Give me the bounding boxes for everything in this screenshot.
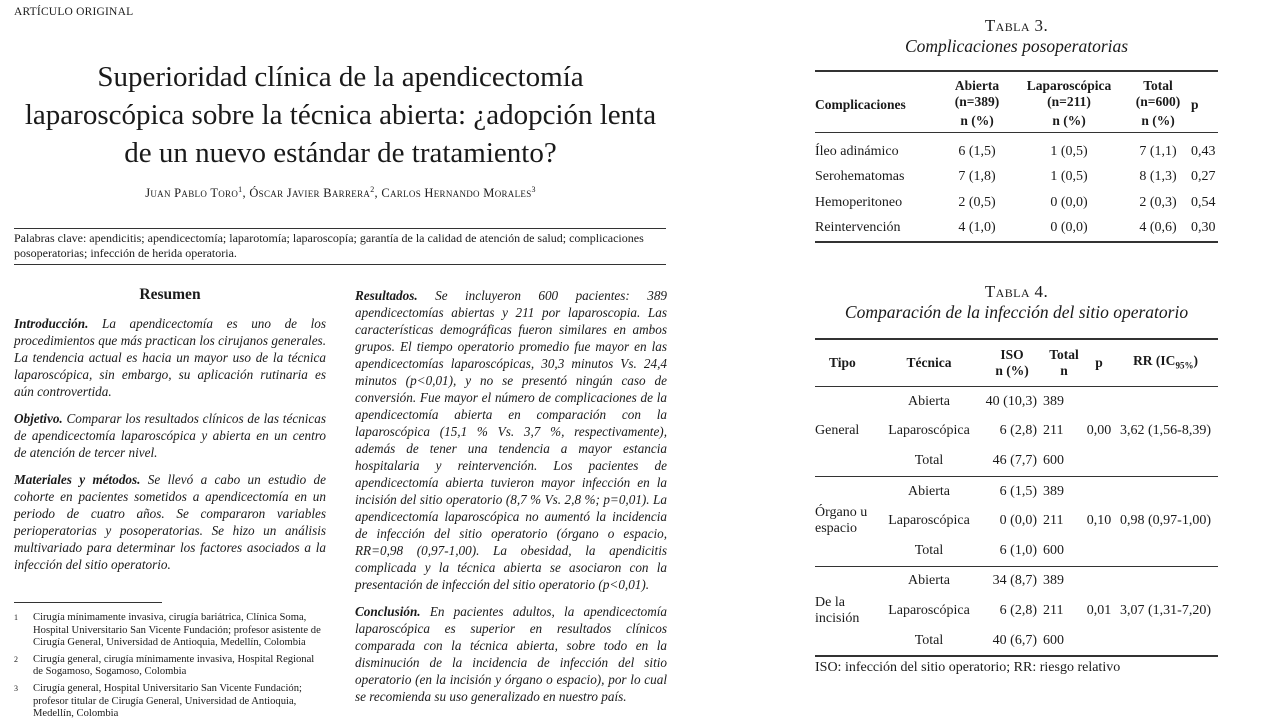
table4-cell: 211	[1043, 423, 1064, 439]
table4-tipo-cell: De la incisión	[815, 594, 860, 626]
table3-cell: 2 (0,5)	[958, 194, 996, 210]
table4-cell: 600	[1043, 542, 1064, 558]
author-name: Juan Pablo Toro	[145, 186, 239, 201]
table4-header-p: p	[1095, 355, 1103, 370]
footnote-text: Cirugía mínimamente invasiva, cirugía bariátrica, Clínica Soma, Hospital Universitario San Vicente Fundación; profesor asistente de Cirugía General, Universidad de Antioquia, Medellín, Colombia	[33, 612, 321, 649]
table4-header-total: Total n	[1049, 347, 1079, 378]
table3-cell: Íleo adinámico	[815, 143, 899, 159]
abstract-metodos: Materiales y métodos. Se llevó a cabo un estudio de cohorte en pacientes sometidos a apendicectomía en un periodo de cuatro años. Se compararon variables perioperatorias y posoperatorias. Se hizo un análisis multivariado para determinar los factores asociados a la infección del sitio operatorio.	[14, 472, 326, 572]
table3-unit-laparoscopica: n (%)	[1052, 113, 1086, 128]
table4-cell: Abierta	[908, 573, 950, 589]
table4-row	[815, 566, 1218, 596]
table4-p-cell: 0,01	[1086, 602, 1112, 618]
table4-header-tecnica: Técnica	[906, 355, 952, 370]
footnote	[14, 683, 326, 721]
footnote-rule	[14, 602, 162, 603]
table4-header-iso: ISO n (%)	[995, 347, 1029, 378]
table3-header-complicaciones: Complicaciones	[815, 97, 906, 112]
table4-cell: 6 (1,5)	[999, 483, 1037, 499]
table3-cell: 7 (1,1)	[1139, 143, 1177, 159]
table4-cell: 389	[1043, 573, 1064, 589]
table4-cell: 40 (10,3)	[985, 393, 1037, 409]
table4-cell: 6 (2,8)	[999, 423, 1037, 439]
table4-rr-cell: 3,07 (1,31-7,20)	[1120, 602, 1211, 618]
table4-cell: 0 (0,0)	[999, 513, 1037, 529]
footnote-number: 1	[14, 613, 18, 622]
table4-rr-cell: 3,62 (1,56-8,39)	[1120, 423, 1211, 439]
table3-cell: 0,54	[1191, 194, 1216, 210]
table4-cell: 211	[1043, 513, 1064, 529]
keywords-top-rule	[14, 228, 666, 229]
abstract-conclusion: Conclusión. En pacientes adultos, la apendicectomía laparoscópica es superior en resultados clínicos comparada con la técnica abierta, sobre todo en la disminución de la incidencia de infección del sitio operatorio (en la incisión y órgano o espacio), por lo cual se recomienda su uso generalizado en nuestro país.	[355, 604, 667, 704]
table3-header-total: Total (n=600)	[1135, 78, 1181, 109]
table3-name: Complicaciones posoperatorias	[904, 36, 1129, 56]
table3-cell: 6 (1,5)	[958, 143, 996, 159]
table3-header-p: p	[1191, 97, 1199, 112]
table4-cell: 46 (7,7)	[992, 452, 1037, 468]
table4-cell: 600	[1043, 632, 1064, 648]
keywords-bottom-rule	[14, 264, 666, 265]
table4-cell: Laparoscópica	[888, 602, 970, 618]
table4-cell: 600	[1043, 452, 1064, 468]
table4-tipo-cell: Órgano u espacio	[815, 505, 868, 537]
table3-cell: 0 (0,0)	[1050, 194, 1088, 210]
author-affiliation-mark: 1	[238, 185, 243, 194]
table4-cell: Abierta	[908, 393, 950, 409]
article-title: Superioridad clínica de la apendicectomía laparoscópica sobre la técnica abierta: ¿adopción lenta de un nuevo estándar de tratamiento?	[24, 61, 657, 169]
table3-cell: Hemoperitoneo	[815, 194, 903, 210]
abstract-left-column	[14, 315, 326, 583]
table4-cell: Laparoscópica	[888, 423, 970, 439]
footnote-text: Cirugía general, Hospital Universitario San Vicente Fundación; profesor titular de Cirugía General, Universidad de Antioquia, Medellín, Colombia	[33, 682, 302, 720]
abstract-right-column	[355, 287, 667, 715]
table4	[815, 338, 1218, 657]
table3-cell: 0 (0,0)	[1050, 220, 1088, 236]
table3-cell: 7 (1,8)	[958, 169, 996, 185]
table4-cell: 34 (8,7)	[992, 573, 1037, 589]
footnote-number: 3	[14, 683, 18, 693]
table3-unit-abierta: n (%)	[960, 113, 994, 128]
table4-p-cell: 0,00	[1086, 423, 1112, 439]
table3-row	[815, 216, 1218, 243]
table4-row	[815, 476, 1218, 506]
table3-cell: 8 (1,3)	[1139, 169, 1177, 185]
author-name: Carlos Hernando Morales	[381, 186, 532, 201]
table4-cell: Total	[914, 452, 944, 468]
footnote	[14, 654, 326, 679]
table3-cell: Serohematomas	[815, 169, 905, 185]
table3-cell: 1 (0,5)	[1050, 143, 1088, 159]
table4-header-tipo: Tipo	[829, 355, 856, 370]
keywords: Palabras clave: apendicitis; apendicectomía; laparotomía; laparoscopía; garantía de la calidad de atención de salud; complicaciones posoperatorias; infección de herida operatoria.	[14, 231, 644, 260]
table4-cell: 6 (2,8)	[999, 602, 1037, 618]
table3-row	[815, 165, 1218, 191]
table3-cell: 4 (1,0)	[958, 220, 996, 236]
table3-row	[815, 190, 1218, 216]
table4-cell: 211	[1043, 602, 1064, 618]
table4-cell: Total	[914, 632, 944, 648]
table3-number: Tabla 3.	[984, 16, 1049, 35]
footnote	[14, 612, 326, 650]
table4-caption	[815, 282, 1218, 323]
table3-unit-total: n (%)	[1141, 113, 1175, 128]
abstract-introduccion: Introducción. La apendicectomía es uno de los procedimientos que más practican los cirujanos generales. La tendencia actual es hacia un mayor uso de la técnica laparoscópica, sin embargo, su aplicación rutinaria es aún controvertida.	[14, 316, 327, 399]
table4-name: Comparación de la infección del sitio operatorio	[844, 302, 1189, 322]
table4-cell: Laparoscópica	[888, 513, 970, 529]
table4-tipo-cell: General	[815, 423, 860, 439]
abstract-resultados: Resultados. Se incluyeron 600 pacientes: 389 apendicectomías abiertas y 211 por laparoscopia. Las características demográficas fueron similares en ambos grupos. El tiempo operatorio promedio fue mayor en las apendicectomías laparoscópicas, 30,3 minutos Vs. 24,4 minutos (p<0,01), y no se presentó ningún caso de conversión. Fue mayor el número de complicaciones de la apendicectomía abierta en comparación con la laparoscópica (15,1 % Vs. 3,7 %, respectivamente), además de tener una tendencia a mayor estancia hospitalaria y reintervención. Los pacientes de apendicectomía abierta tuvieron mayor infección en la incisión del sitio operatorio (8,7 % Vs. 2,8 %; p=0,01). La apendicectomía laparoscópica no aumentó la incidencia de infección del sitio operatorio (órgano o espacio, RR=0,98 (0,97-1,00). La obesidad, la apendicitis complicada y la técnica abierta se asociaron con la presentación de infección del sitio operatorio (p<0,01).	[355, 288, 668, 592]
table3-cell: 0,43	[1191, 143, 1216, 159]
author-list: Juan Pablo Toro$^1$, Óscar Javier Barrera$^2$, Carlos Hernando Morales$^3$	[145, 185, 536, 201]
footnote-number: 2	[14, 654, 18, 664]
table4-cell: 389	[1043, 483, 1064, 499]
table3-cell: 1 (0,5)	[1050, 169, 1088, 185]
abstract-objetivo: Objetivo. Comparar los resultados clínicos de las técnicas de apendicectomía laparoscópica y abierta en un centro de atención de tercer nivel.	[14, 411, 327, 460]
table3	[815, 70, 1218, 243]
footnote-text: Cirugía general, cirugía mínimamente invasiva, Hospital Regional de Sogamoso, Sogamoso, Colombia	[33, 653, 315, 678]
table4-header-rr: RR $(IC_{95\%})$	[1133, 352, 1198, 371]
table3-cell: 4 (0,6)	[1139, 220, 1177, 236]
section-tag: ARTÍCULO ORIGINAL	[14, 6, 134, 18]
table4-cell: Total	[914, 542, 944, 558]
table4-footnote: ISO: infección del sitio operatorio; RR: riesgo relativo	[815, 660, 1121, 675]
author-affiliation-mark: 2	[370, 185, 375, 194]
table3-header-abierta: Abierta (n=389)	[954, 78, 1000, 109]
table3-caption	[815, 16, 1218, 57]
table3-cell: Reintervención	[815, 220, 901, 236]
abstract-heading: Resumen	[139, 286, 201, 303]
author-name: Óscar Javier Barrera	[249, 186, 371, 201]
table3-cell: 0,27	[1191, 169, 1216, 185]
table4-cell: 40 (6,7)	[992, 632, 1037, 648]
table4-cell: 389	[1043, 393, 1064, 409]
table4-cell: Abierta	[908, 483, 950, 499]
table4-row	[815, 387, 1218, 417]
table4-number: Tabla 4.	[984, 282, 1049, 301]
table4-rr-cell: 0,98 (0,97-1,00)	[1120, 513, 1211, 529]
table3-row	[815, 133, 1218, 165]
table3-cell: 0,30	[1191, 220, 1216, 236]
table3-cell: 2 (0,3)	[1139, 194, 1177, 210]
author-affiliation-mark: 3	[531, 185, 536, 194]
footnotes	[14, 612, 326, 725]
table3-header-laparoscopica: Laparoscópica (n=211)	[1026, 78, 1112, 109]
table4-cell: 6 (1,0)	[999, 542, 1037, 558]
table4-p-cell: 0,10	[1086, 513, 1112, 529]
